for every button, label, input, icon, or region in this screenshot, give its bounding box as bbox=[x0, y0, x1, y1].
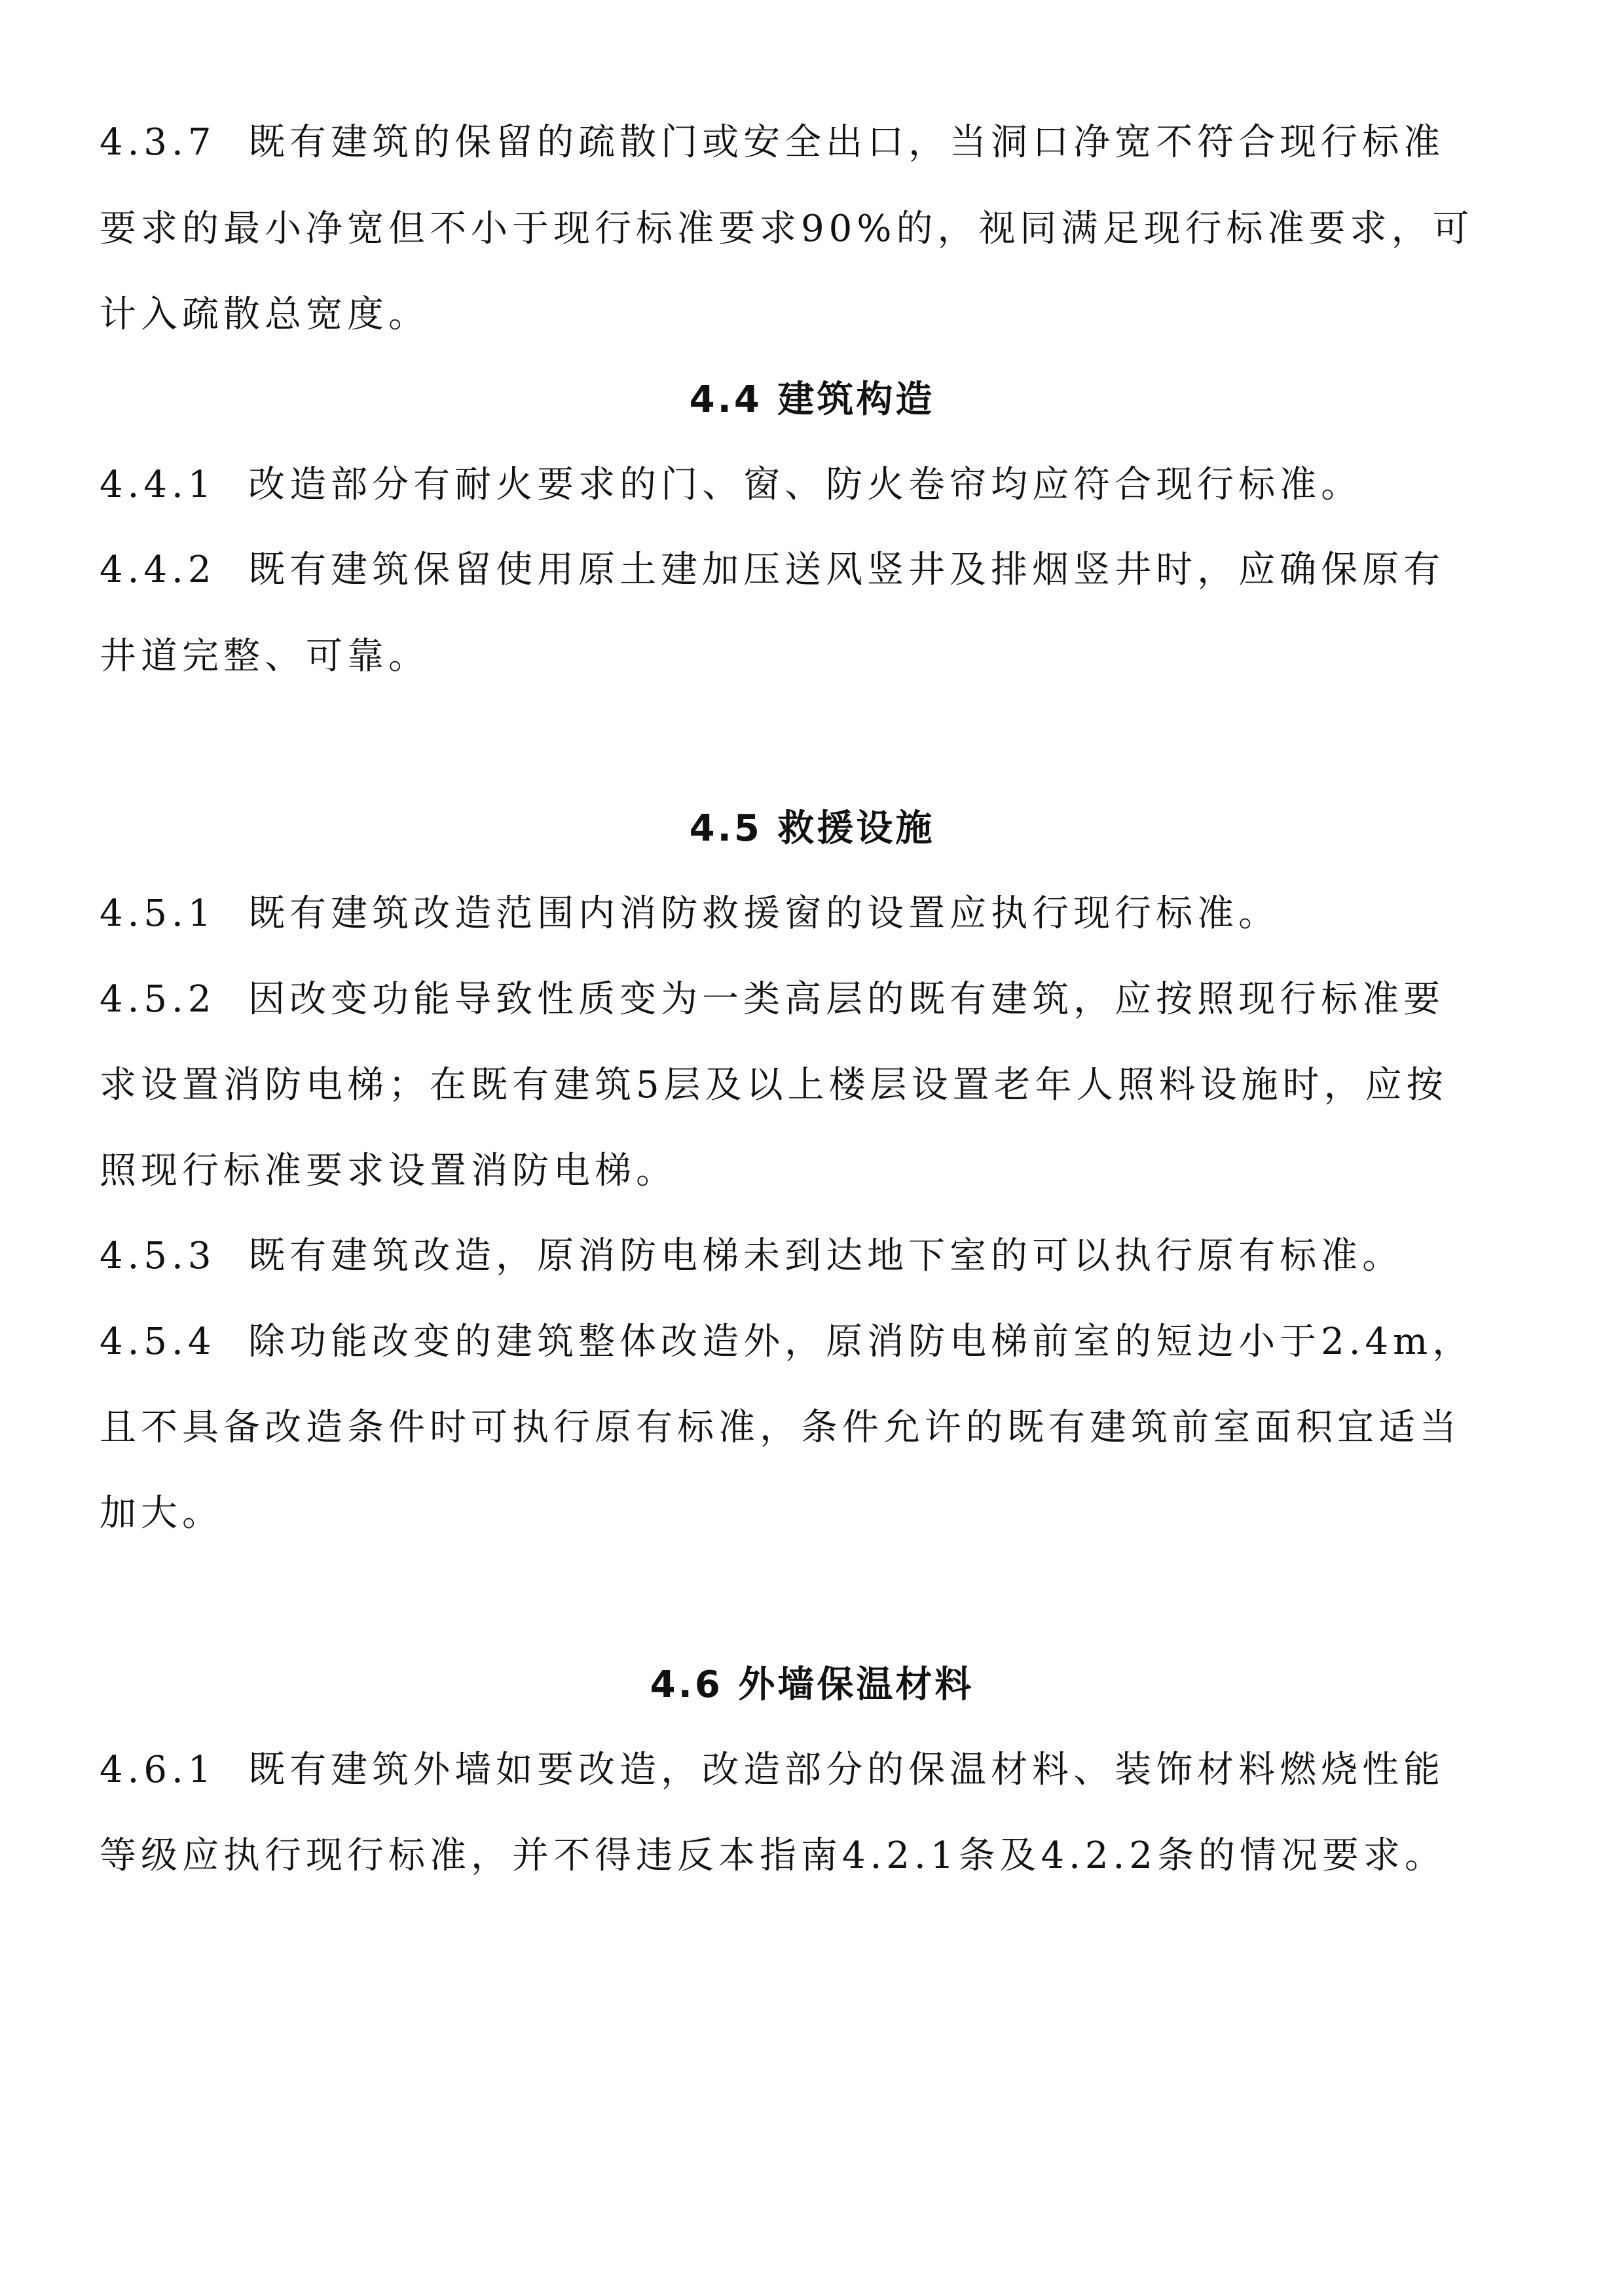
clause-line: 井道完整、可靠。 bbox=[100, 635, 430, 678]
clause-line: 4.3.7 既有建筑的保留的疏散门或安全出口，当洞口净宽不符合现行标准 bbox=[100, 121, 1445, 164]
clause-line: 4.5.4 除功能改变的建筑整体改造外，原消防电梯前室的短边小于2.4m， bbox=[100, 1321, 1474, 1363]
clause-line: 照现行标准要求设置消防电梯。 bbox=[100, 1150, 677, 1192]
clause-line: 4.5.3 既有建筑改造，原消防电梯未到达地下室的可以执行原有标准。 bbox=[100, 1235, 1404, 1277]
clause-line: 等级应执行现行标准，并不得违反本指南4.2.1条及4.2.2条的情况要求。 bbox=[100, 1834, 1446, 1877]
clause-line: 且不具备改造条件时可执行原有标准，条件允许的既有建筑前室面积宜适当 bbox=[100, 1406, 1461, 1449]
clause-line: 加大。 bbox=[100, 1492, 223, 1535]
clause-line: 4.5.2 因改变功能导致性质变为一类高层的既有建筑，应按照现行标准要 bbox=[100, 978, 1445, 1021]
section-heading-4-5: 4.5 救援设施 bbox=[689, 807, 935, 850]
clause-line: 求设置消防电梯；在既有建筑5层及以上楼层设置老年人照料设施时，应按 bbox=[100, 1064, 1448, 1106]
clause-line: 4.5.1 既有建筑改造范围内消防救援窗的设置应执行现行标准。 bbox=[100, 892, 1280, 935]
clause-line: 4.4.2 既有建筑保留使用原土建加压送风竖井及排烟竖井时，应确保原有 bbox=[100, 549, 1445, 591]
clause-line: 要求的最小净宽但不小于现行标准要求90%的，视同满足现行标准要求，可 bbox=[100, 208, 1474, 250]
section-heading-4-6: 4.6 外墙保温材料 bbox=[650, 1664, 974, 1706]
clause-line: 4.4.1 改造部分有耐火要求的门、窗、防火卷帘均应符合现行标准。 bbox=[100, 464, 1363, 506]
section-heading-4-4: 4.4 建筑构造 bbox=[689, 378, 935, 421]
clause-line: 计入疏散总宽度。 bbox=[100, 293, 430, 336]
clause-line: 4.6.1 既有建筑外墙如要改造，改造部分的保温材料、装饰材料燃烧性能 bbox=[100, 1749, 1445, 1791]
